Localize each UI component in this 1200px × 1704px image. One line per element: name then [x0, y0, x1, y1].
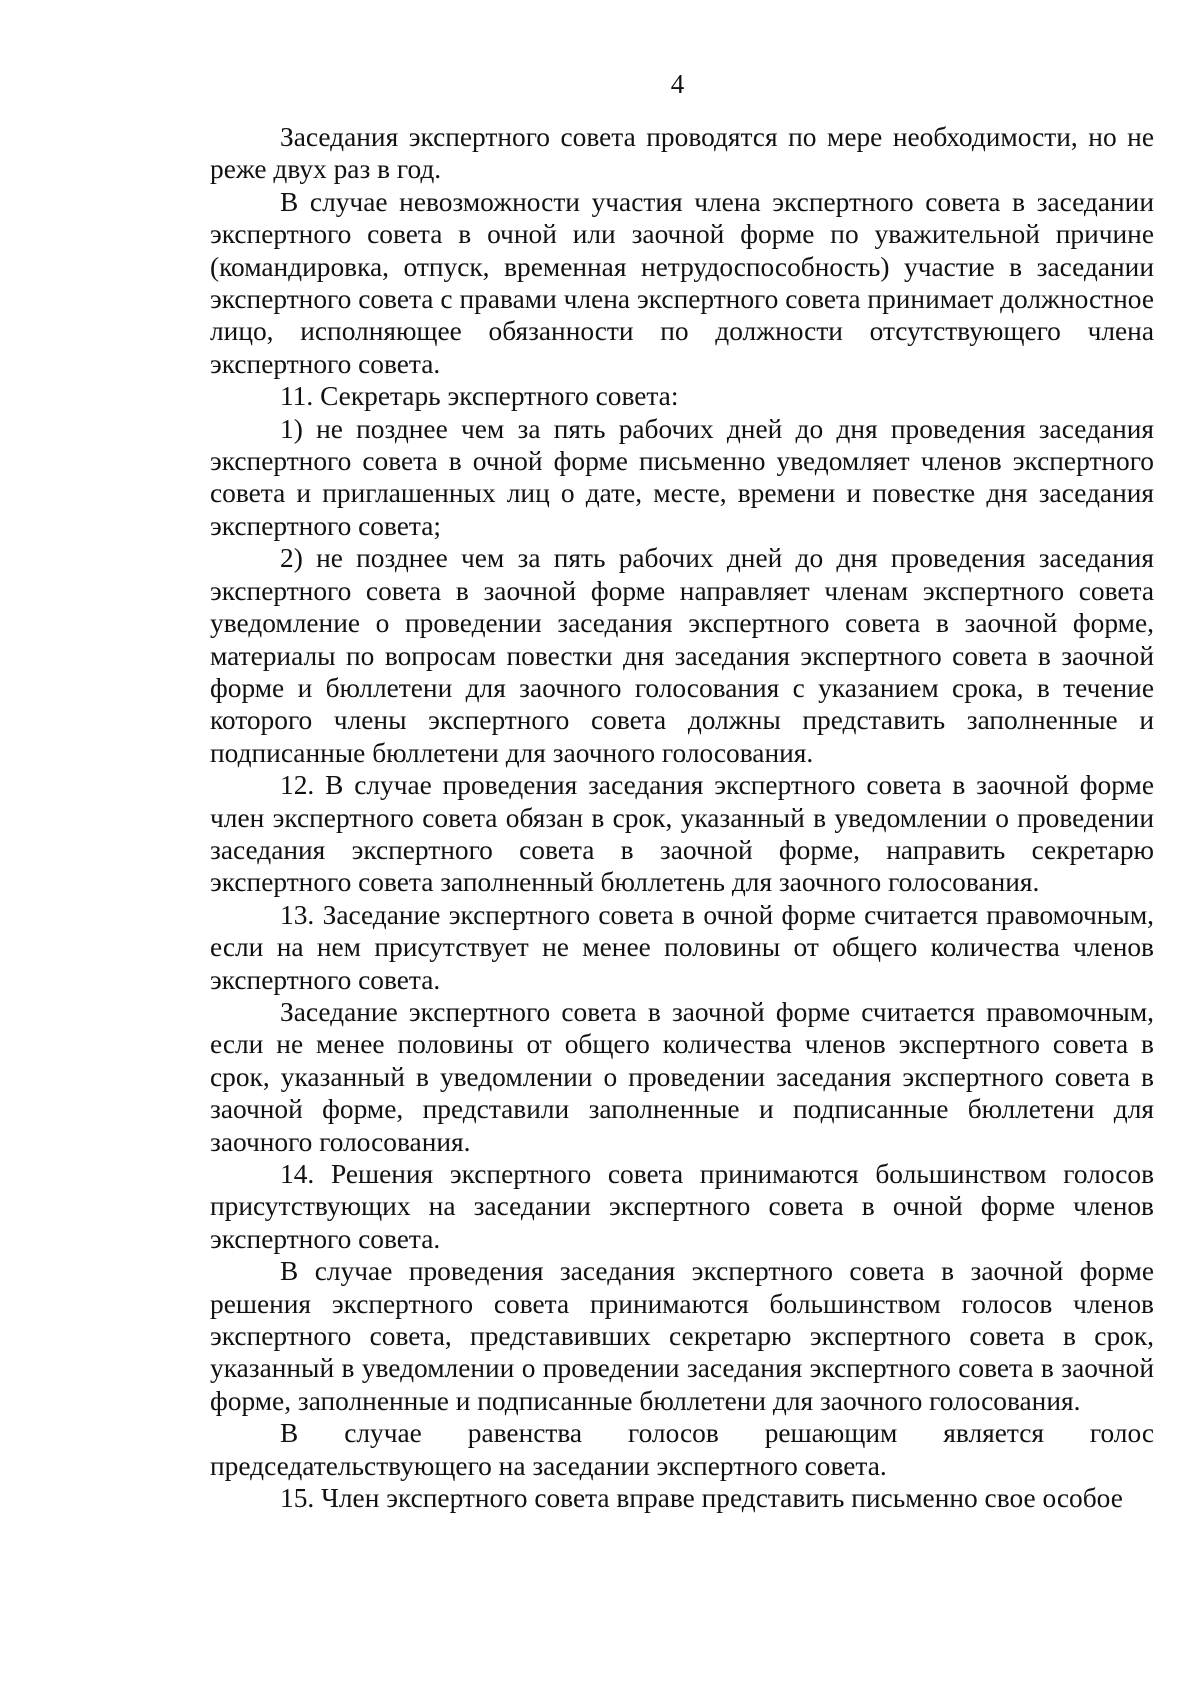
paragraph: 14. Решения экспертного совета принимаются большинством голосов присутствующих на заседании экспертного совета в очной форме членов экспертного совета.: [210, 1159, 1154, 1254]
paragraph: Заседание экспертного совета в заочной форме считается правомочным, если не менее половины от общего количества членов экспертного совета в срок, указанный в уведомлении о проведении заседания экспертного совета в заочной форме, представили заполненные и подписанные бюллетени для заочного голосования.: [210, 996, 1154, 1157]
paragraph: 15. Член экспертного совета вправе представить письменно свое особое: [280, 1483, 1123, 1514]
paragraph: 12. В случае проведения заседания экспертного совета в заочной форме член экспертного совета обязан в срок, указанный в уведомлении о проведении заседания экспертного совета в заочной форме, направить секретарю экспертного совета заполненный бюллетень для заочного голосования.: [210, 770, 1154, 898]
document-body: [210, 121, 1154, 1514]
paragraph: 11. Секретарь экспертного совета:: [280, 381, 679, 412]
paragraph: 2) не позднее чем за пять рабочих дней до дня проведения заседания экспертного совета в заочной форме направляет членам экспертного совета уведомление о проведении заседания экспертного совета в заочной форме, материалы по вопросам повестки дня заседания экспертного совета в заочной форме и бюллетени для заочного голосования с указанием срока, в течение которого члены экспертного совета должны представить заполненные и подписанные бюллетени для заочного голосования.: [210, 543, 1154, 768]
page-number: 4: [670, 69, 685, 99]
paragraph: В случае проведения заседания экспертного совета в заочной форме решения экспертного совета принимаются большинством голосов членов экспертного совета, представивших секретарю экспертного совета в срок, указанный в уведомлении о проведении заседания экспертного совета в заочной форме, заполненные и подписанные бюллетени для заочного голосования.: [210, 1256, 1154, 1416]
paragraph: 1) не позднее чем за пять рабочих дней до дня проведения заседания экспертного совета в очной форме письменно уведомляет членов экспертного совета и приглашенных лиц о дате, месте, времени и повестке дня заседания экспертного совета;: [210, 413, 1154, 541]
paragraph: Заседания экспертного совета проводятся по мере необходимости, но не реже двух раз в год.: [210, 122, 1154, 185]
paragraph: В случае равенства голосов решающим является голос председательствующего на заседании экспертного совета.: [210, 1418, 1154, 1481]
paragraph: В случае невозможности участия члена экспертного совета в заседании экспертного совета в очной или заочной форме по уважительной причине (командировка, отпуск, временная нетрудоспособность) участие в заседании экспертного совета с правами члена экспертного совета принимает должностное лицо, исполняющее обязанности по должности отсутствующего члена экспертного совета.: [210, 186, 1154, 379]
paragraph: 13. Заседание экспертного совета в очной форме считается правомочным, если на нем присутствует не менее половины от общего количества членов экспертного совета.: [210, 899, 1154, 995]
